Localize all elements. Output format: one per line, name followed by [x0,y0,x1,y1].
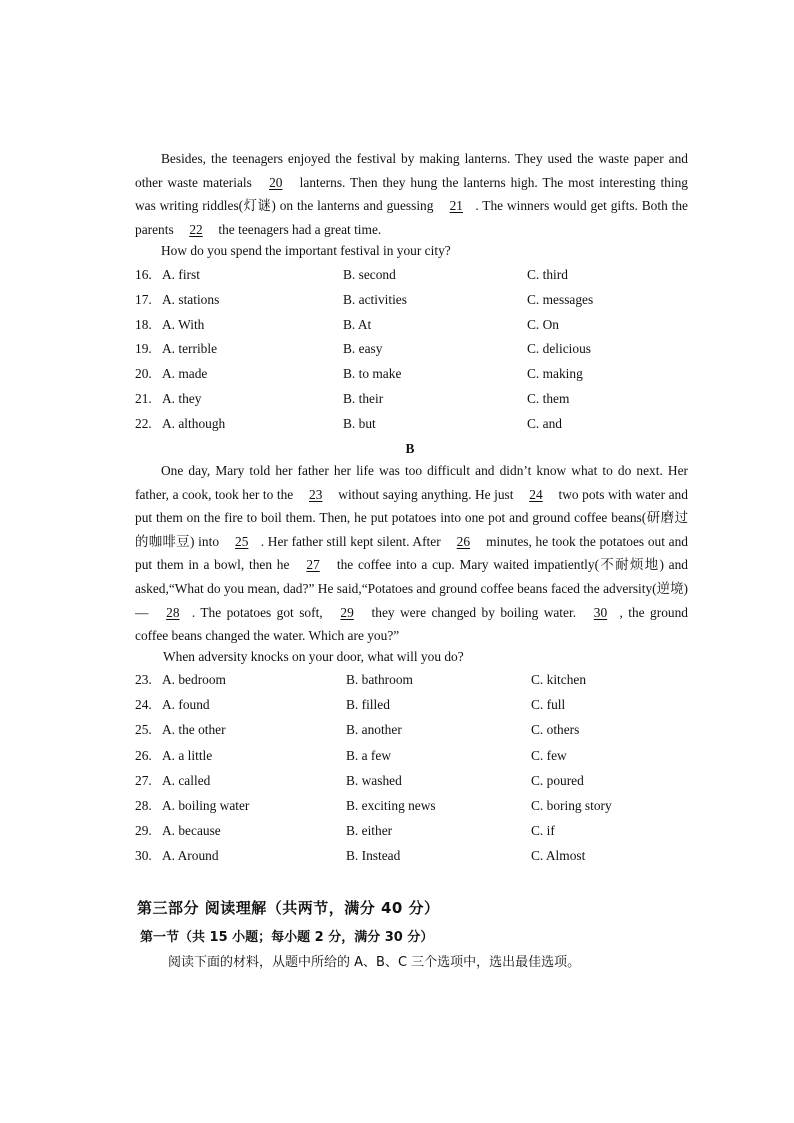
option-row [135,267,695,292]
option-c: C. messages [527,291,594,307]
option-a: A. they [162,390,202,406]
section-one-subtitle: 第一节（共 15 小题；每小题 2 分，满分 30 分） [140,930,434,945]
option-row [135,798,695,823]
passage-b-text-2: without saying anything. He just [338,486,514,502]
option-a: A. a little [162,747,213,763]
option-row [135,773,695,798]
option-a: A. With [162,316,205,332]
option-a: A. stations [162,291,220,307]
option-b: B. their [343,390,384,406]
option-b: B. filled [346,697,390,713]
question-number: 20. [135,366,152,382]
option-a: A. because [162,823,221,839]
question-number: 17. [135,291,152,307]
option-row [135,748,695,773]
option-b: B. to make [343,366,402,382]
passage-b-text-8: they were changed by boiling water. [371,604,577,620]
option-row [135,292,695,317]
option-a: A. made [162,366,208,382]
option-c: C. kitchen [531,672,587,687]
option-b: B. Instead [346,848,401,864]
option-b: B. activities [343,291,407,307]
option-c: C. others [531,722,580,738]
option-a: A. bedroom [162,672,226,687]
option-c: C. few [531,747,567,763]
passage-b-paragraph [135,459,688,648]
blank-28: 28 [166,604,180,620]
question-number: 28. [135,797,152,813]
option-a: A. terrible [162,341,218,357]
blank-20: 20 [269,174,283,190]
option-c: C. boring story [531,797,612,813]
option-c: C. delicious [527,341,591,357]
passage-b-text-1: One day, Mary told her father her life was too difficult and didn’t know what to do next. Her father, a cook, took her to the [135,463,688,502]
option-b: B. washed [346,772,402,788]
passage-b-text-3: two pots with water and put them on the fire to boil them. Then, he put potatoes into one pot and ground coffee beans(研磨过的咖啡豆) into [135,486,688,549]
option-row [135,697,695,722]
option-row [135,672,695,697]
question-number: 18. [135,316,152,332]
option-row [135,823,695,848]
question-number: 29. [135,823,152,839]
passage-b-text-9: , the ground coffee beans changed the water. Which are you?” [135,604,688,644]
option-b: B. easy [343,341,383,357]
option-b: B. but [343,415,376,431]
option-a: A. although [162,415,226,431]
option-a: A. first [162,267,200,282]
passage-b-text-6: the coffee into a cup. Mary waited impatiently(不耐烦地) and asked,“What do you mean, dad?” He said,“Potatoes and ground coffee beans faced the adversity(逆境) — [135,557,688,620]
option-c: C. On [527,316,559,332]
question-number: 22. [135,415,152,431]
question-number: 30. [135,848,152,864]
option-c: C. and [527,415,562,431]
passage-a-question: How do you spend the important festival in your city? [161,243,451,258]
question-number: 16. [135,267,152,282]
option-c: C. making [527,366,583,382]
passage-b-question: When adversity knocks on your door, what will you do? [163,649,464,664]
option-a: A. boiling water [162,797,250,813]
option-row [135,317,695,342]
option-b: B. another [346,722,402,738]
option-b: B. exciting news [346,797,436,813]
passage-b-text-7: . The potatoes got soft, [191,604,323,620]
question-number: 24. [135,697,152,713]
passage-a-paragraph [135,147,688,241]
option-c: C. if [531,823,555,839]
blank-27: 27 [306,557,320,573]
option-row [135,341,695,366]
blank-22: 22 [189,221,203,237]
options-list-b [135,672,695,874]
question-number: 19. [135,341,152,357]
blank-30: 30 [593,604,608,620]
option-c: C. them [527,390,570,406]
option-a: A. found [162,697,210,713]
option-a: A. called [162,772,211,788]
passage-a-text-3: . The winners would get gifts. Both the parents [135,198,688,237]
blank-23: 23 [309,486,323,502]
option-b: B. a few [346,747,391,763]
reading-instruction: 阅读下面的材料，从题中所给的 A、B、C 三个选项中，选出最佳选项。 [168,955,581,970]
option-b: B. At [343,316,372,332]
blank-29: 29 [340,604,354,620]
option-row [135,391,695,416]
option-c: C. Almost [531,848,586,864]
question-number: 23. [135,672,152,687]
part-three-title: 第三部分 阅读理解（共两节，满分 40 分） [137,899,440,917]
question-number: 26. [135,747,152,763]
passage-a-text-2: lanterns. Then they hung the lanterns high. The most interesting thing was writing riddles(灯谜) on the lanterns and guessing [135,174,688,213]
passage-b-text-5: minutes, he took the potatoes out and put them in a bowl, then he [135,533,688,573]
option-a: A. Around [162,848,219,864]
blank-21: 21 [449,198,463,213]
option-a: A. the other [162,722,226,738]
option-b: B. second [343,267,396,282]
option-row [135,722,695,747]
section-b-label: B [405,441,415,456]
option-b: B. bathroom [346,672,413,687]
option-b: B. either [346,823,393,839]
option-row [135,848,695,873]
question-number: 27. [135,772,152,788]
blank-24: 24 [529,486,543,502]
question-number: 25. [135,722,152,738]
blank-25: 25 [235,533,249,549]
passage-b-text-4: . Her father still kept silent. After [260,533,441,549]
question-number: 21. [135,390,152,406]
option-row [135,366,695,391]
option-c: C. poured [531,772,584,788]
option-c: C. third [527,267,568,282]
option-row [135,416,695,441]
passage-a-text-1: Besides, the teenagers enjoyed the festival by making lanterns. They used the waste paper and other waste materials [135,151,688,190]
passage-a-text-4: the teenagers had a great time. [218,221,382,237]
options-list-a [135,267,695,441]
blank-26: 26 [456,533,471,549]
option-c: C. full [531,697,566,713]
